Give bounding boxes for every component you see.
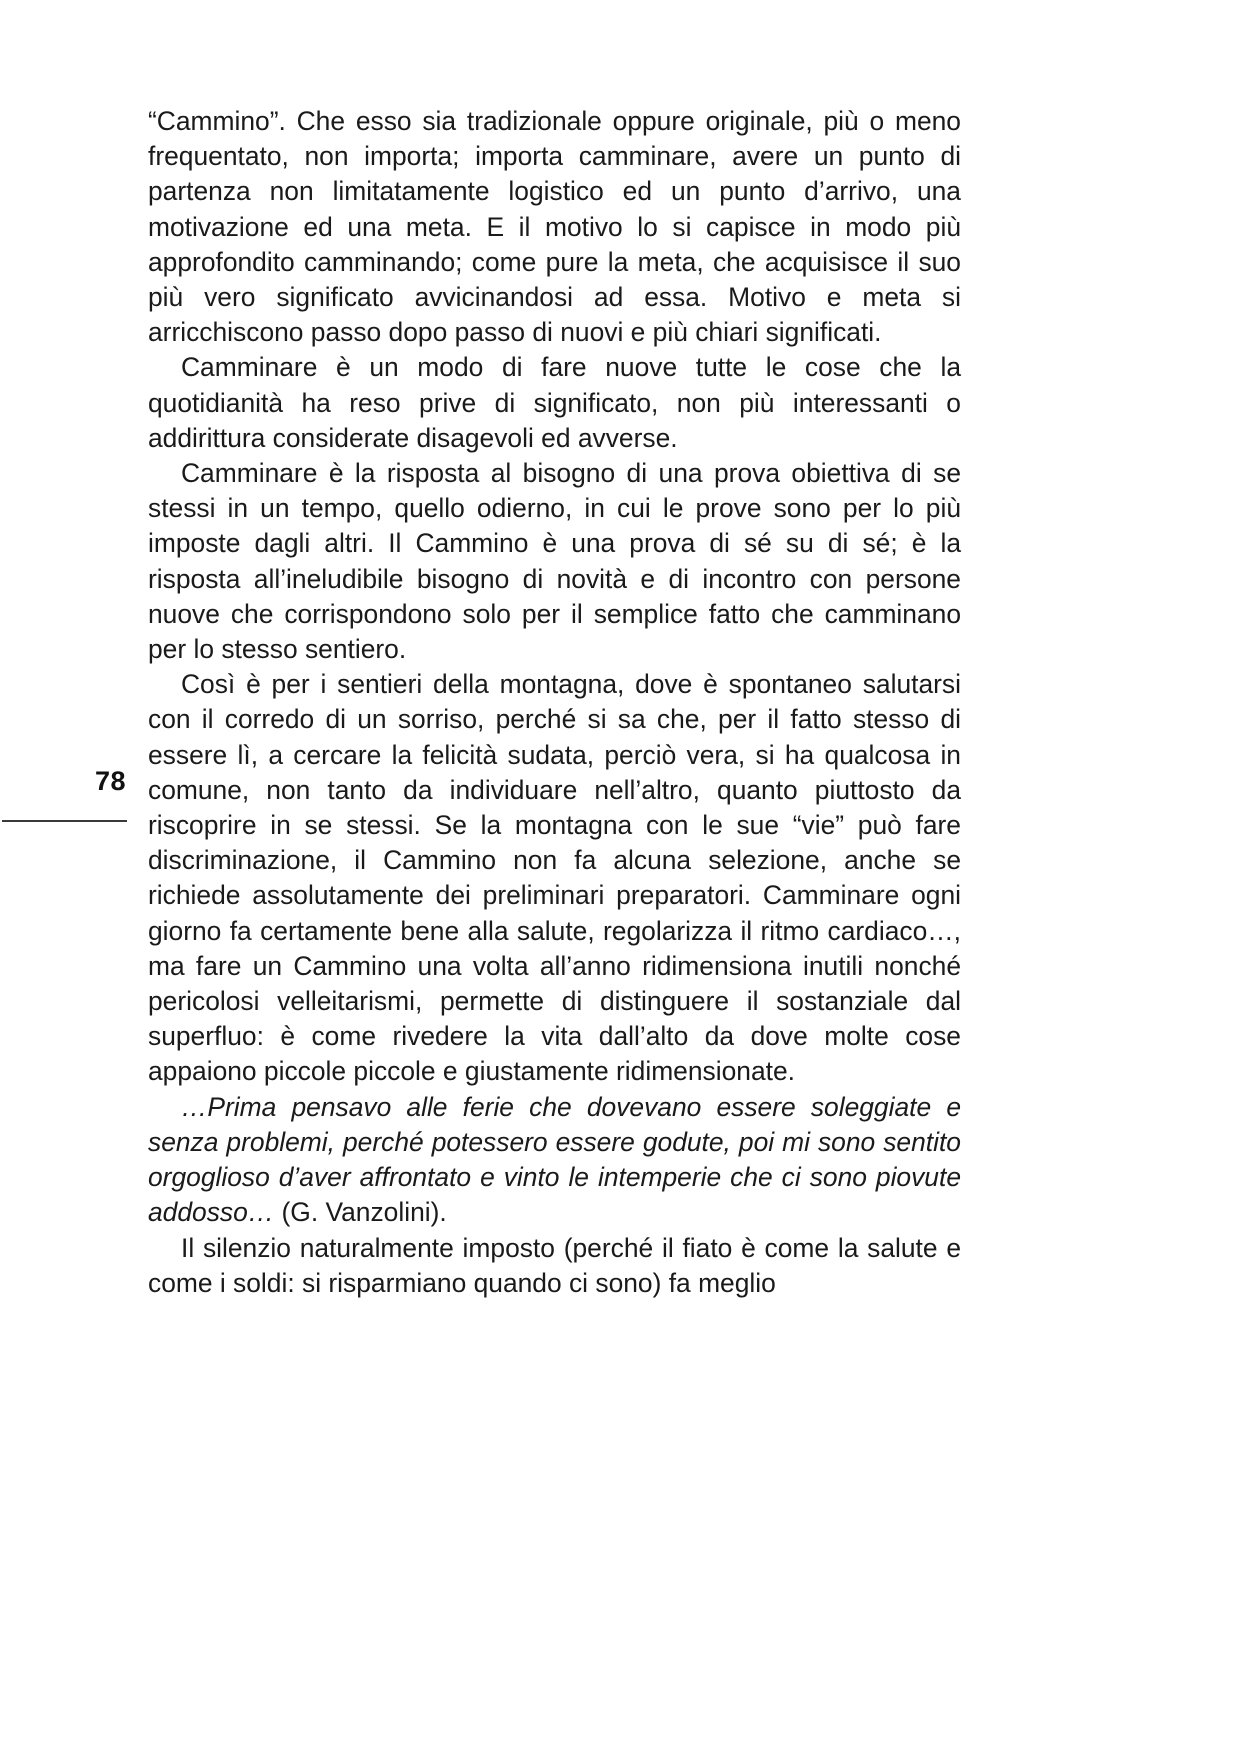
paragraph-1: “Cammino”. Che esso sia tradizionale oppure originale, più o meno frequentato, non importa; importa camminare, avere un punto di partenza non limitatamente logistico ed un punto d’arrivo, una motivazione ed una meta. E il motivo lo si capisce in modo più approfondito camminando; come pure la meta, che acquisisce il suo più vero significato avvicinandosi ad essa. Motivo e meta si arricchiscono passo dopo passo di nuovi e più chiari significati. xyxy=(148,106,961,348)
paragraph-5-quotation xyxy=(148,1090,961,1231)
page-number: 78 xyxy=(94,766,126,796)
paragraph-2: Camminare è un modo di fare nuove tutte le cose che la quotidianità ha reso prive di significato, non più interessanti o addirittura considerate disagevoli ed avverse. xyxy=(148,352,961,453)
paragraph-6: Il silenzio naturalmente imposto (perché il fiato è come la salute e come i soldi: si risparmiano quando ci sono) fa meglio xyxy=(148,1232,961,1298)
body-text-column xyxy=(148,104,961,1301)
paragraph-4: Così è per i sentieri della montagna, dove è spontaneo salutarsi con il corredo di un sorriso, perché si sa che, per il fatto stesso di essere lì, a cercare la felicità sudata, perciò vera, si ha qualcosa in comune, non tanto da individuare nell’altro, quanto piuttosto da riscoprire in se stessi. Se la montagna con le sue “vie” può fare discriminazione, il Cammino non fa alcuna selezione, anche se richiede assolutamente dei preliminari preparatori. Camminare ogni giorno fa certamente bene alla salute, regolarizza il ritmo cardiaco…, ma fare un Cammino una volta all’anno ridimensiona inutili nonché pericolosi velleitarismi, permette di distinguere il sostanziale dal superfluo: è come rivedere la vita dall’alto da dove molte cose appaiono piccole piccole e giustamente ridimensionate. xyxy=(148,669,961,1087)
quotation-text: …Prima pensavo alle ferie che dovevano essere soleggiate e senza problemi, perché potessero essere godute, poi mi sono sentito orgoglioso d’aver affrontato e vinto le intemperie che ci sono piovute addosso… xyxy=(148,1091,961,1228)
paragraph-3: Camminare è la risposta al bisogno di una prova obiettiva di se stessi in un tempo, quello odierno, in cui le prove sono per lo più imposte dagli altri. Il Cammino è una prova di sé su di sé; è la risposta all’ineludibile bisogno di novità e di incontro con persone nuove che corrispondono solo per il semplice fatto che camminano per lo stesso sentiero. xyxy=(148,458,961,665)
page-folio xyxy=(0,766,130,796)
quotation-attribution: (G. Vanzolini). xyxy=(281,1197,447,1228)
folio-divider-rule xyxy=(2,820,127,822)
